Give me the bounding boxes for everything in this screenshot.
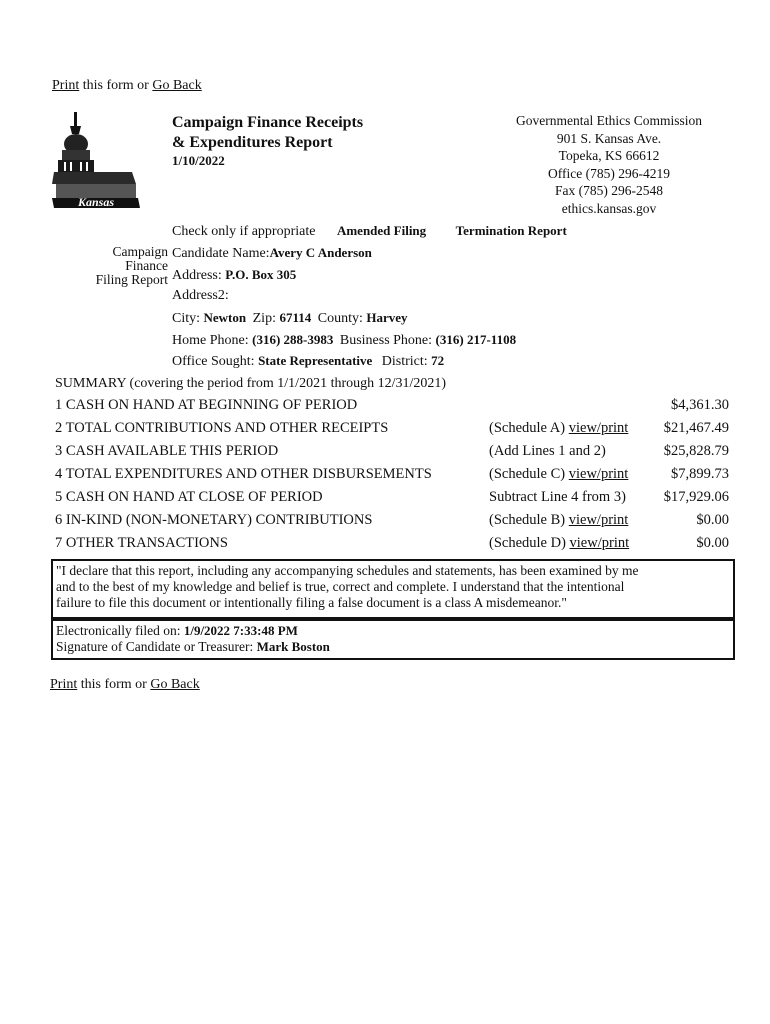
phone-line — [172, 329, 516, 352]
business-phone-label: Business Phone: — [339, 333, 436, 348]
row-schedule: (Schedule D) view/print — [489, 535, 630, 551]
agency-street: 901 S. Kansas Ave. — [556, 130, 662, 146]
county-label: County: — [317, 311, 367, 326]
row-amount: $25,828.79 — [663, 443, 729, 459]
bottom-nav — [50, 677, 200, 693]
row-schedule: (Add Lines 1 and 2) — [489, 443, 606, 459]
address-label: Address: — [172, 268, 226, 283]
row-label: 6 IN-KIND (NON-MONETARY) CONTRIBUTIONS — [55, 512, 373, 528]
view-print-link[interactable]: view/print — [568, 512, 629, 528]
row-amount: $21,467.49 — [663, 420, 729, 436]
go-back-link-bottom[interactable]: Go Back — [150, 677, 200, 692]
agency-fax: Fax (785) 296-2548 — [555, 183, 663, 198]
report-date: 1/10/2022 — [172, 153, 225, 168]
side-label-2: Finance — [125, 258, 168, 273]
side-label — [50, 245, 168, 287]
office-value: State Representative — [258, 353, 373, 368]
check-line — [172, 220, 567, 243]
summary-row-7 — [55, 535, 735, 558]
city-label: City: — [172, 311, 204, 326]
summary-row-5 — [55, 489, 735, 512]
city-value: Newton — [203, 310, 247, 325]
declaration-line-1: "I declare that this report, including any accompanying schedules and statements, has been examined by me — [56, 563, 639, 578]
side-label-1: Campaign — [112, 244, 168, 259]
agency-web: ethics.kansas.gov — [561, 200, 657, 216]
county-value: Harvey — [366, 310, 408, 325]
row-amount: $17,929.06 — [663, 489, 729, 505]
address-line — [172, 264, 296, 287]
row-label: 7 OTHER TRANSACTIONS — [55, 535, 228, 551]
row-label: 5 CASH ON HAND AT CLOSE OF PERIOD — [55, 489, 323, 505]
candidate-name: Avery C Anderson — [269, 245, 372, 260]
row-label: 4 TOTAL EXPENDITURES AND OTHER DISBURSEMENTS — [55, 466, 432, 482]
district-label: District: — [381, 354, 432, 369]
view-print-link[interactable]: view/print — [569, 535, 630, 551]
row-amount: $4,361.30 — [671, 397, 729, 413]
address2-label: Address2: — [172, 288, 229, 303]
candidate-label: Candidate Name: — [172, 246, 270, 261]
report-title-line2: & Expenditures Report — [172, 134, 333, 151]
address-value: P.O. Box 305 — [225, 267, 297, 282]
row-label: 3 CASH AVAILABLE THIS PERIOD — [55, 443, 279, 459]
agency-city: Topeka, KS 66612 — [558, 148, 660, 163]
go-back-link[interactable]: Go Back — [152, 78, 202, 93]
amended-filing: Amended Filing — [336, 223, 427, 238]
check-label: Check only if appropriate — [172, 224, 316, 239]
summary-row-1 — [55, 397, 735, 420]
home-phone-value: (316) 288-3983 — [252, 332, 334, 347]
row-schedule: Subtract Line 4 from 3) — [489, 489, 626, 505]
zip-value: 67114 — [279, 310, 312, 325]
declaration-line-3: failure to file this document or intentionally filing a false document is a class A misdemeanor." — [56, 595, 567, 610]
row-schedule: (Schedule C) view/print — [489, 466, 629, 482]
agency-office-phone: Office (785) 296-4219 — [548, 165, 670, 181]
print-link-bottom[interactable]: Print — [50, 677, 78, 692]
capitol-logo — [52, 110, 142, 215]
row-amount: $0.00 — [696, 535, 729, 551]
office-line — [172, 350, 444, 373]
signer-line — [56, 639, 730, 655]
row-label: 2 TOTAL CONTRIBUTIONS AND OTHER RECEIPTS — [55, 420, 389, 436]
home-phone-label: Home Phone: — [172, 333, 253, 348]
signer-label: Signature of Candidate or Treasurer: — [56, 639, 257, 654]
nav-text-bottom: this form or — [77, 677, 151, 692]
row-schedule: (Schedule A) view/print — [489, 420, 629, 436]
agency-block — [494, 112, 724, 217]
row-amount: $0.00 — [696, 512, 729, 528]
signature-box — [51, 619, 735, 660]
nav-text: this form or — [79, 78, 153, 93]
address2-line — [172, 285, 229, 307]
row-label: 1 CASH ON HAND AT BEGINNING OF PERIOD — [55, 397, 358, 413]
business-phone-value: (316) 217-1108 — [435, 332, 517, 347]
summary-row-4 — [55, 466, 735, 489]
candidate-line — [172, 242, 372, 265]
report-title-line1: Campaign Finance Receipts — [172, 114, 364, 131]
print-link[interactable]: Print — [52, 78, 80, 93]
summary-row-2 — [55, 420, 735, 443]
side-label-3: Filing Report — [95, 272, 168, 287]
filed-value: 1/9/2022 7:33:48 PM — [183, 623, 298, 638]
top-nav — [52, 78, 202, 94]
summary-row-3 — [55, 443, 735, 466]
row-schedule: (Schedule B) view/print — [489, 512, 629, 528]
office-label: Office Sought: — [172, 354, 259, 369]
declaration-box — [51, 559, 735, 619]
declaration-line-2: and to the best of my knowledge and belief is true, correct and complete. I understand that the intentional — [56, 579, 625, 594]
district-value: 72 — [431, 353, 445, 368]
city-line — [172, 307, 408, 330]
agency-name: Governmental Ethics Commission — [516, 113, 702, 128]
view-print-link[interactable]: view/print — [568, 466, 629, 482]
row-amount: $7,899.73 — [671, 466, 729, 482]
summary-heading: SUMMARY (covering the period from 1/1/2021 through 12/31/2021) — [55, 376, 447, 391]
view-print-link[interactable]: view/print — [568, 420, 629, 436]
termination-report: Termination Report — [455, 223, 567, 238]
zip-label: Zip: — [252, 311, 280, 326]
filed-line — [56, 623, 730, 639]
filed-label: Electronically filed on: — [56, 623, 184, 638]
signer-value: Mark Boston — [256, 639, 330, 654]
logo-text: Kansas — [77, 195, 115, 209]
summary-row-6 — [55, 512, 735, 535]
